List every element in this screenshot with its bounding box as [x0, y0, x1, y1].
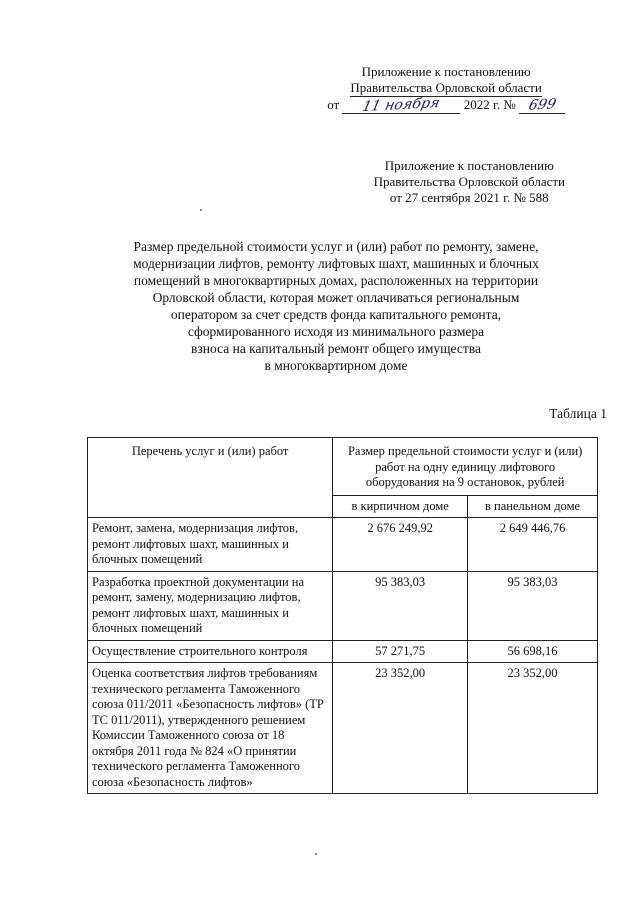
- title-line: взноса на капитальный ремонт общего имущества: [191, 341, 481, 356]
- brick-cost-cell: 2 676 249,92: [333, 518, 468, 572]
- service-cell: Ремонт, замена, модернизация лифтов, ремонт лифтовых шахт, машинных и блочных помещений: [88, 518, 333, 572]
- approval-header-date-row: [327, 97, 565, 114]
- brick-cost-cell: 57 271,75: [333, 640, 468, 663]
- table-row: [88, 663, 598, 794]
- document-title: [96, 238, 576, 374]
- panel-cost-cell: 2 649 446,76: [468, 518, 598, 572]
- handwritten-date: 11 ноября: [361, 95, 442, 115]
- year-number-label: 2022 г. №: [463, 97, 516, 112]
- header-brick: в кирпичном доме: [333, 495, 468, 518]
- original-header-line1: Приложение к постановлению: [384, 158, 554, 173]
- table-header-row: [88, 438, 598, 496]
- approval-header: [327, 64, 565, 114]
- approval-header-line2: Правительства Орловской области: [350, 80, 542, 95]
- title-line: в многоквартирном доме: [264, 358, 408, 373]
- title-line: модернизации лифтов, ремонту лифтовых шахт, машинных и блочных: [133, 256, 539, 271]
- title-line: сформированного исходя из минимального размера: [187, 324, 485, 339]
- handwritten-date-field: [342, 97, 460, 114]
- service-cell: Оценка соответствия лифтов требованиям технического регламента Таможенного союза 011/2011 «Безопасность лифтов» (ТР ТС 011/2011), утвержденного решением Комиссии Таможенного союза от 18 октября 2011 года № 824 «О принятии технического регламента Таможенного союза «Безопасность лифтов»: [88, 663, 333, 794]
- table-row: [88, 571, 598, 640]
- header-cost: Размер предельной стоимости услуг и (или) работ на одну единицу лифтового оборудования на 9 остановок, рублей: [333, 438, 598, 496]
- panel-cost-cell: 95 383,03: [468, 571, 598, 640]
- title-line: Размер предельной стоимости услуг и (или) работ по ремонту, замене,: [133, 239, 539, 254]
- original-header-line2: Правительства Орловской области: [373, 174, 565, 189]
- from-label: от: [327, 97, 340, 112]
- approval-header-line1: Приложение к постановлению: [361, 64, 531, 79]
- brick-cost-cell: 23 352,00: [333, 663, 468, 794]
- table-label: Таблица 1: [549, 406, 607, 421]
- service-cell: Осуществление строительного контроля: [88, 640, 333, 663]
- table-row: [88, 640, 598, 663]
- header-services: Перечень услуг и (или) работ: [88, 438, 333, 518]
- panel-cost-cell: 23 352,00: [468, 663, 598, 794]
- title-line: помещений в многоквартирных домах, расположенных на территории: [133, 273, 539, 288]
- panel-cost-cell: 56 698,16: [468, 640, 598, 663]
- scan-speck: [315, 853, 317, 855]
- service-cell: Разработка проектной документации на ремонт, замену, модернизацию лифтов, ремонт лифтовых шахт, машинных и блочных помещений: [88, 571, 333, 640]
- title-line: Орловской области, которая может оплачиваться региональным: [152, 290, 520, 305]
- handwritten-number: 699: [526, 96, 558, 114]
- cost-table: [87, 437, 598, 794]
- scan-speck: [200, 209, 202, 211]
- table-row: [88, 518, 598, 572]
- header-panel: в панельном доме: [468, 495, 598, 518]
- title-line: оператором за счет средств фонда капитального ремонта,: [170, 307, 502, 322]
- original-header-line3: от 27 сентября 2021 г. № 588: [389, 190, 549, 205]
- original-header: [374, 158, 565, 206]
- handwritten-number-field: [519, 97, 565, 114]
- brick-cost-cell: 95 383,03: [333, 571, 468, 640]
